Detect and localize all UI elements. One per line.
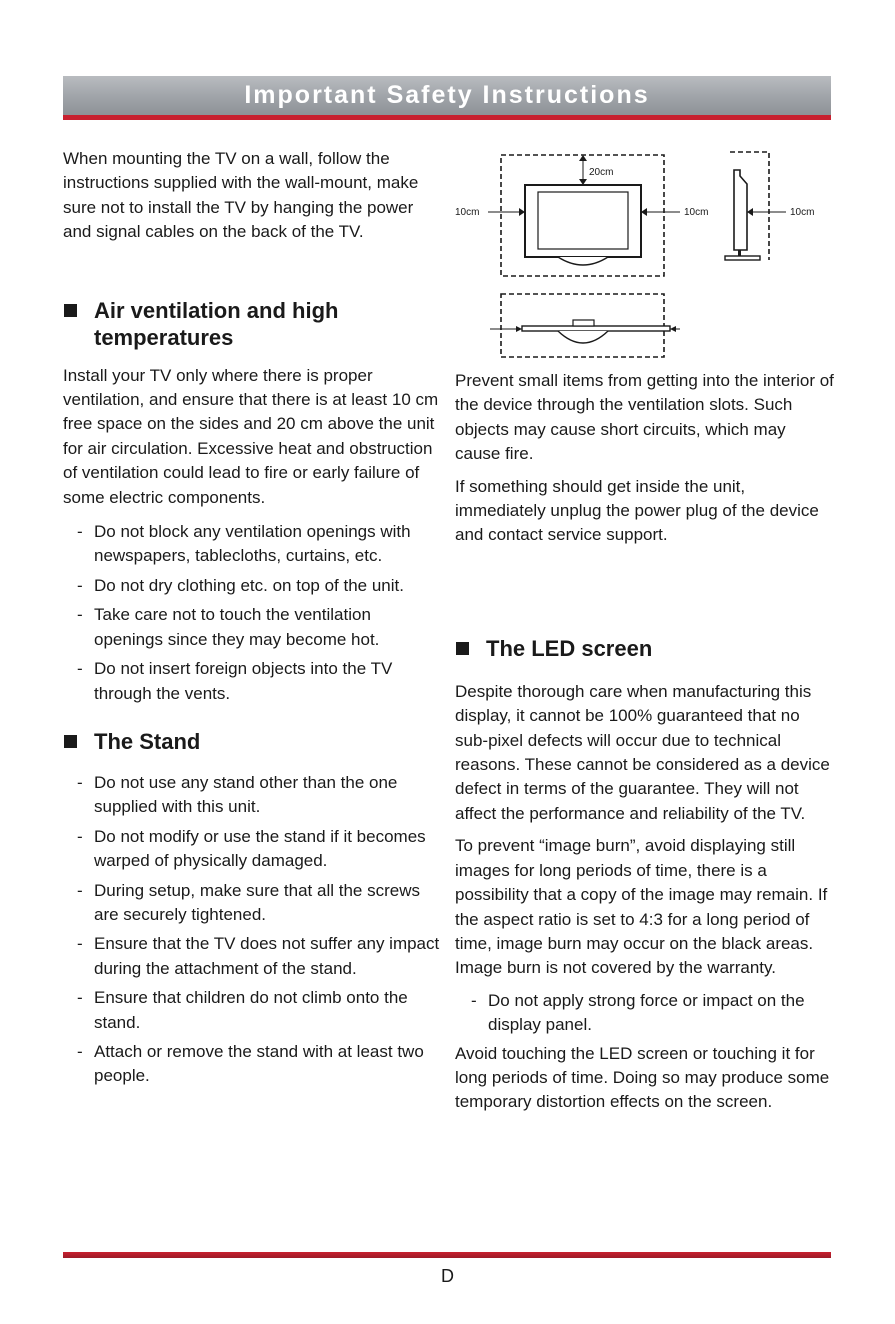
led-heading-text: The LED screen	[486, 635, 653, 661]
list-item: - Do not insert foreign objects into the TV through the vents.	[63, 657, 443, 706]
list-item: - Take care not to touch the ventilation openings since they may become hot.	[63, 603, 443, 652]
tv-side-icon	[734, 170, 747, 250]
page-title: Important Safety Instructions	[244, 81, 650, 109]
ventilation-list	[63, 520, 443, 706]
clearance-diagram-svg	[448, 148, 833, 364]
tv-side-stand-icon	[725, 256, 760, 260]
list-item: - Do not apply strong force or impact on the display panel.	[455, 989, 835, 1038]
list-item: - Do not modify or use the stand if it becomes warped of physically damaged.	[63, 825, 443, 874]
right-clearance-label: 10cm	[684, 207, 709, 218]
ventilation-heading	[63, 297, 443, 351]
wall-mount-text: When mounting the TV on a wall, follow the instructions supplied with the wall-mount, make sure not to install the TV by hanging the power and signal cables on the back of the TV.	[63, 149, 419, 242]
stand-heading	[63, 728, 443, 755]
tv-front-icon	[525, 185, 641, 257]
led-heading	[455, 635, 835, 662]
stand-heading-text: The Stand	[94, 728, 201, 754]
led-para-2: To prevent “image burn”, avoid displaying still images for long periods of time, there is a possibility that a copy of the image may remain. If the aspect ratio is set to 4:3 for a long period of time, image burn may occur on the black areas. Image burn is not covered by the warranty.	[455, 836, 828, 978]
tv-top-stand-icon	[558, 331, 608, 343]
led-para-3: Avoid touching the LED screen or touching it for long periods of time. Doing so may produce some temporary distortion effects on the screen.	[455, 1043, 830, 1112]
footer-rule	[63, 1252, 831, 1258]
header-rule	[63, 115, 831, 120]
left-clearance-label: 10cm	[455, 207, 480, 218]
led-para-1: Despite thorough care when manufacturing this display, it cannot be 100% guaranteed that no sub-pixel defects will occur due to technical reasons. These cannot be considered as a device defect in terms of the guarantee. They will not affect the performance and reliability of the TV.	[455, 681, 830, 823]
square-bullet-icon	[456, 642, 469, 655]
small-items-para-1: Prevent small items from getting into the interior of the device through the ventilation slots. Such objects may cause short circuits, which may cause fire.	[455, 371, 834, 464]
list-item: - Ensure that the TV does not suffer any impact during the attachment of the stand.	[63, 932, 443, 981]
tv-top-icon	[522, 326, 670, 331]
page-number: D	[441, 1266, 454, 1286]
list-item: - Attach or remove the stand with at least two people.	[63, 1040, 443, 1089]
left-column	[63, 147, 443, 1089]
stand-list	[63, 771, 443, 1089]
tv-front-stand-icon	[558, 257, 608, 265]
list-item: - Ensure that children do not climb onto the stand.	[63, 986, 443, 1035]
ventilation-heading-text: Air ventilation and high temperatures	[94, 297, 339, 350]
list-item: - Do not use any stand other than the one supplied with this unit.	[63, 771, 443, 820]
list-item: - During setup, make sure that all the screws are securely tightened.	[63, 879, 443, 928]
square-bullet-icon	[64, 304, 77, 317]
square-bullet-icon	[64, 735, 77, 748]
list-item: - Do not block any ventilation openings with newspapers, tablecloths, curtains, etc.	[63, 520, 443, 569]
led-list	[455, 989, 835, 1038]
header-bar	[63, 76, 831, 115]
small-items-para-2: If something should get inside the unit, immediately unplug the power plug of the device and contact service support.	[455, 476, 819, 545]
clearance-diagram	[448, 148, 833, 364]
list-item: - Do not dry clothing etc. on top of the unit.	[63, 574, 443, 598]
ventilation-body: Install your TV only where there is proper ventilation, and ensure that there is at least 10 cm free space on the sides and 20 cm above the unit for air circulation. Excessive heat and obstruction of ventilation could lead to fire or early failure of some electric components.	[63, 365, 439, 507]
side-clearance-label: 10cm	[790, 207, 815, 218]
right-column	[455, 369, 835, 1115]
top-clearance-label: 20cm	[589, 167, 614, 178]
